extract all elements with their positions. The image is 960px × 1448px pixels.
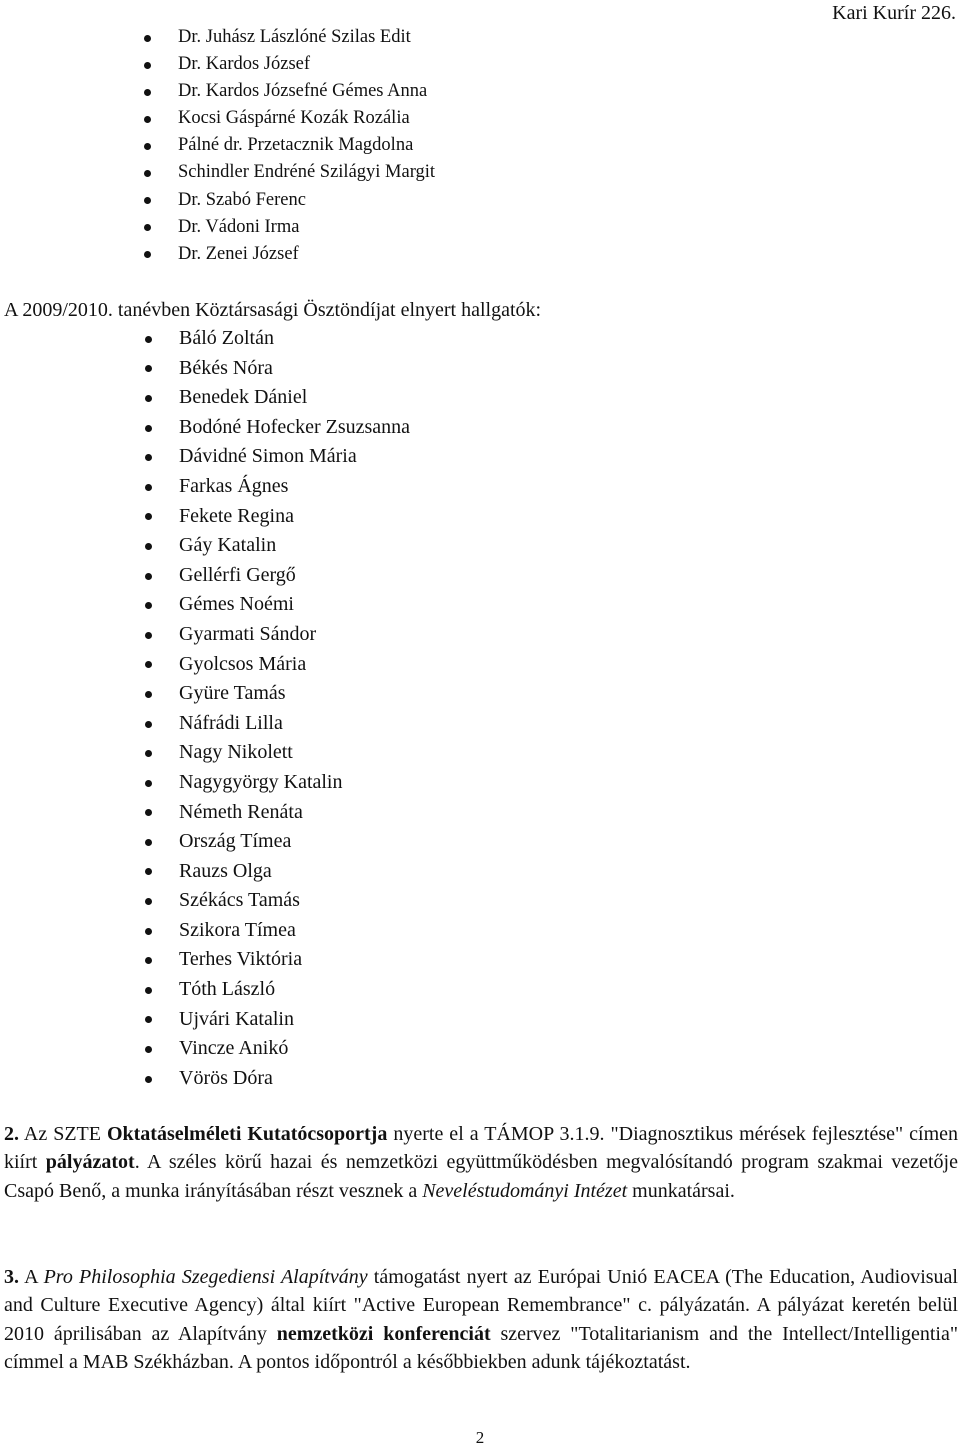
paragraph-number: 3. — [4, 1266, 19, 1288]
list-item: Rauzs Olga — [179, 857, 410, 887]
list-item: Dr. Vádoni Irma — [178, 214, 435, 241]
text-run: nyerte el a TÁMOP 3.1.9. "Diagnosztikus mérések fejlesztése" címen kiírt — [4, 1123, 959, 1174]
scholarship-list — [179, 324, 410, 1093]
list-item: Vörös Dóra — [179, 1064, 410, 1094]
text-run: támogatást nyert az Európai Unió EACEA (The Education, Audiovisual and Culture Executive Agency) által kiírt "Active European Remembrance" c. pályázatán. A pályázat keretén belül 2010 áprilisában az Alapítvány — [4, 1266, 958, 1345]
bold-run: pályázatot — [45, 1151, 135, 1174]
paragraph-number: 2. — [4, 1123, 19, 1145]
text-run: munkatársai. — [627, 1179, 735, 1202]
news-paragraph-2 — [4, 1120, 958, 1205]
list-item: Gyüre Tamás — [179, 679, 410, 709]
running-header: Kari Kurír 226. — [832, 2, 956, 24]
list-item: Farkas Ágnes — [179, 472, 410, 502]
italic-run: Pro Philosophia Szegediensi Alapítvány — [43, 1266, 368, 1288]
list-item: Vincze Anikó — [179, 1034, 410, 1064]
list-item: Terhes Viktória — [179, 945, 410, 975]
list-item: Gémes Noémi — [179, 590, 410, 620]
list-item: Báló Zoltán — [179, 324, 410, 354]
list-item: Fekete Regina — [179, 502, 410, 532]
list-item: Dr. Kardos Józsefné Gémes Anna — [178, 78, 435, 105]
list-item: Dr. Zenei József — [178, 241, 435, 268]
list-item: Dr. Szabó Ferenc — [178, 187, 435, 214]
scholarship-intro: A 2009/2010. tanévben Köztársasági Ösztöndíjat elnyert hallgatók: — [4, 299, 542, 321]
list-item: Székács Tamás — [179, 886, 410, 916]
list-item: Gyolcsos Mária — [179, 650, 410, 680]
news-paragraph-3 — [4, 1263, 958, 1376]
list-item: Nagygyörgy Katalin — [179, 768, 410, 798]
list-item: Dávidné Simon Mária — [179, 442, 410, 472]
list-item: Pálné dr. Przetacznik Magdolna — [178, 132, 435, 159]
list-item: Ország Tímea — [179, 827, 410, 857]
text-run: szervez "Totalitarianism and the Intellect/Intelligentia" címmel a MAB Székházban. A pontos időpontról a későbbiekben adunk tájékoztatást. — [4, 1322, 959, 1373]
list-item: Németh Renáta — [179, 798, 410, 828]
italic-run: Neveléstudományi Intézet — [422, 1179, 628, 1202]
text-run: . A széles körű hazai és nemzetközi együttműködésben megvalósítandó program szakmai vezetője Csapó Benő, a munka irányításában részt vesznek a — [4, 1151, 958, 1202]
list-item: Gellérfi Gergő — [179, 561, 410, 591]
bold-run: Oktatáselméleti Kutatócsoportja — [106, 1123, 388, 1145]
list-item: Dr. Kardos József — [178, 51, 435, 78]
faculty-list — [178, 24, 435, 268]
text-run: A — [19, 1266, 44, 1288]
text-run: Az SZTE — [19, 1123, 107, 1145]
bold-run: nemzetközi konferenciát — [276, 1322, 491, 1345]
list-item: Náfrádi Lilla — [179, 709, 410, 739]
list-item: Ujvári Katalin — [179, 1005, 410, 1035]
list-item: Gyarmati Sándor — [179, 620, 410, 650]
list-item: Schindler Endréné Szilágyi Margit — [178, 159, 435, 186]
list-item: Benedek Dániel — [179, 383, 410, 413]
list-item: Dr. Juhász Lászlóné Szilas Edit — [178, 24, 435, 51]
list-item: Tóth László — [179, 975, 410, 1005]
list-item: Bodóné Hofecker Zsuzsanna — [179, 413, 410, 443]
list-item: Békés Nóra — [179, 354, 410, 384]
list-item: Szikora Tímea — [179, 916, 410, 946]
page-number: 2 — [475, 1428, 485, 1447]
list-item: Kocsi Gáspárné Kozák Rozália — [178, 105, 435, 132]
list-item: Nagy Nikolett — [179, 738, 410, 768]
list-item: Gáy Katalin — [179, 531, 410, 561]
